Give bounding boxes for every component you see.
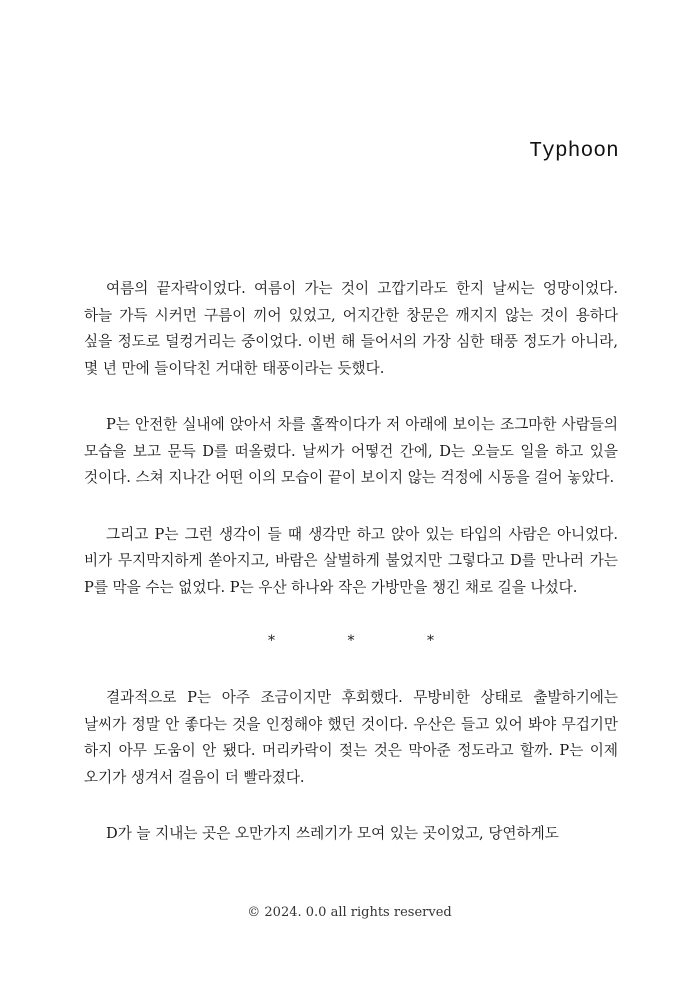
paragraph-2: P는 안전한 실내에 앉아서 차를 홀짝이다가 저 아래에 보이는 조그마한 사람들의 모습을 보고 문득 D를 떠올렸다. 날씨가 어떻건 간에, D는 오늘도 일을 하고 있을 것이다. 스쳐 지나간 어떤 이의 모습이 끝이 보이지 않는 걱정에 시동을 걸어 놓았다. — [84, 416, 618, 486]
document-title: Typhoon — [529, 140, 619, 163]
section-separator: * * * — [268, 633, 468, 649]
paragraph-5: D가 늘 지내는 곳은 오만가지 쓰레기가 모여 있는 곳이었고, 당연하게도 — [106, 825, 559, 842]
paragraph-3: 그리고 P는 그런 생각이 들 때 생각만 하고 앉아 있는 타입의 사람은 아니었다. 비가 무지막지하게 쏟아지고, 바람은 살벌하게 불었지만 그렇다고 D를 만나러 가는 P를 막을 수는 없었다. P는 우산 하나와 작은 가방만을 챙긴 채로 길을 나섰다. — [84, 525, 618, 596]
paragraph-1: 여름의 끝자락이었다. 여름이 가는 것이 고깝기라도 한지 날씨는 엉망이었다. 하늘 가득 시커먼 구름이 끼어 있었고, 어지간한 창문은 깨지지 않는 것이 용하다 싶을 정도로 덜컹거리는 중이었다. 이번 해 들어서의 가장 심한 태풍 정도가 아니라, 몇 년 만에 들이닥친 거대한 태풍이라는 듯했다. — [84, 280, 618, 377]
document-body — [84, 276, 618, 878]
paragraph-4: 결과적으로 P는 아주 조금이지만 후회했다. 무방비한 상태로 출발하기에는 날씨가 정말 안 좋다는 것을 인정해야 했던 것이다. 우산은 들고 있어 봐야 무겁기만 하지 아무 도움이 안 됐다. 머리카락이 젖는 것은 막아준 정도라고 할까. P는 이제 오기가 생겨서 걸음이 더 빨라졌다. — [84, 689, 618, 786]
copyright-footer: © 2024. 0.0 all rights reserved — [247, 905, 452, 920]
